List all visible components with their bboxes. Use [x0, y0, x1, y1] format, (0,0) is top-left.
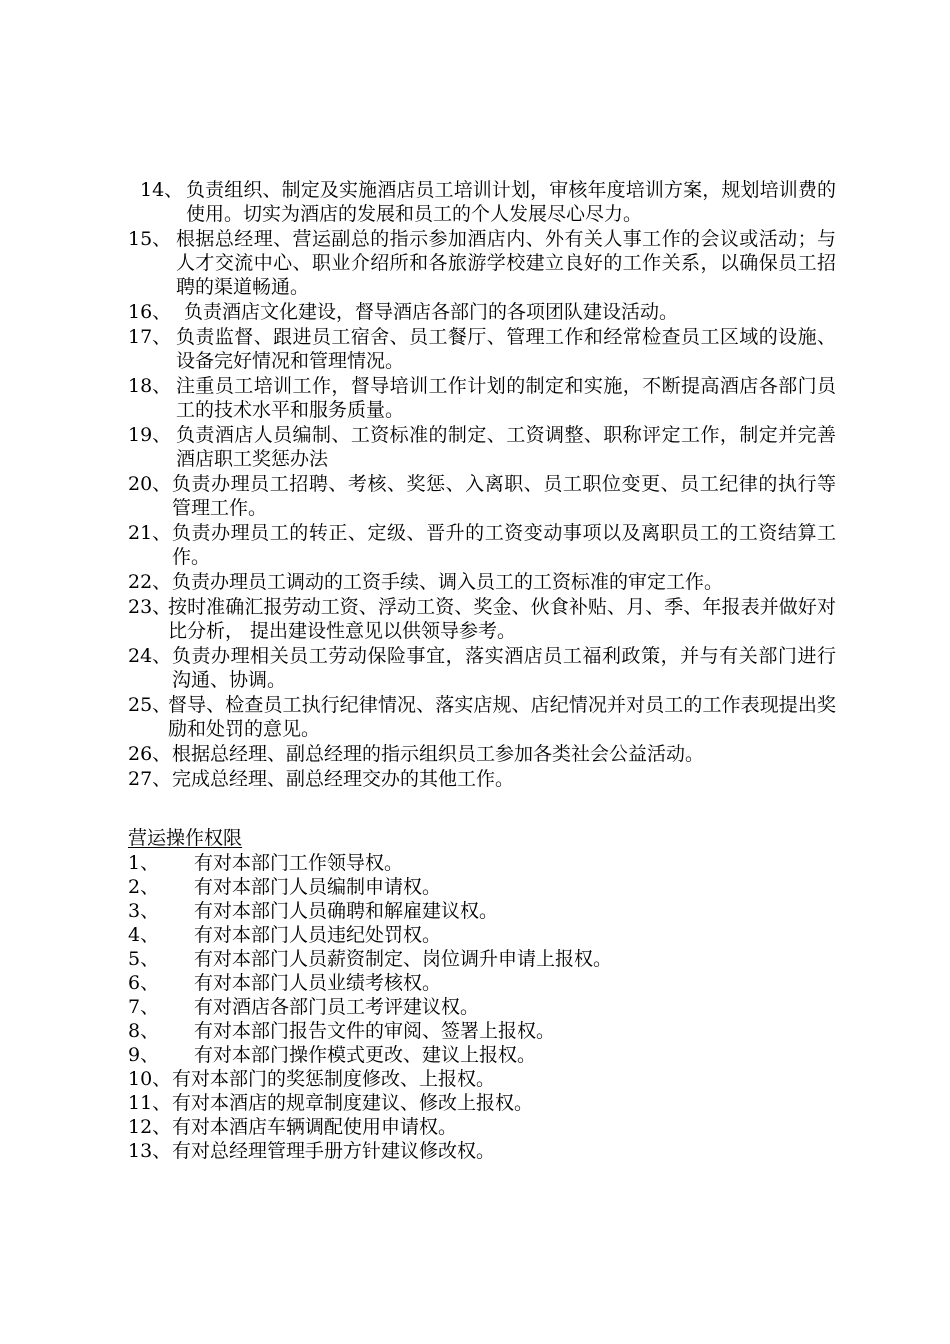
duty-text: 负责办理员工招聘、考核、奖惩、入离职、员工职位变更、员工纪律的执行等管理工作。 [172, 473, 836, 519]
authority-text: 有对总经理管理手册方针建议修改权。 [172, 1140, 496, 1162]
authority-number: 9、 [128, 1044, 160, 1066]
authority-text: 有对本酒店车辆调配使用申请权。 [172, 1116, 458, 1138]
authority-number: 5、 [128, 948, 160, 970]
duty-item [128, 521, 836, 569]
authority-number: 3、 [128, 900, 160, 922]
duty-item [128, 423, 836, 471]
duty-number: 21、 [128, 522, 172, 544]
authority-item [128, 899, 836, 923]
authority-text: 有对本部门操作模式更改、建议上报权。 [194, 1044, 537, 1066]
duty-number: 22、 [128, 571, 172, 593]
authority-item [128, 851, 836, 875]
authority-number: 12、 [128, 1116, 172, 1138]
authority-text: 有对本部门人员业绩考核权。 [194, 972, 442, 994]
duty-text: 按时准确汇报劳动工资、浮动工资、奖金、伙食补贴、月、季、年报表并做好对比分析， 提出建设性意见以供领导参考。 [168, 596, 836, 642]
duty-item [128, 644, 836, 692]
duty-number: 24、 [128, 645, 172, 667]
duty-item [128, 742, 836, 766]
authority-number: 13、 [128, 1140, 172, 1162]
duty-text: 负责组织、制定及实施酒店员工培训计划，审核年度培训方案，规划培训费的使用。切实为酒店的发展和员工的个人发展尽心尽力。 [186, 179, 836, 225]
duty-text: 负责酒店文化建设，督导酒店各部门的各项团队建设活动。 [184, 301, 679, 323]
authority-item [128, 1043, 836, 1067]
authority-item [128, 1067, 836, 1091]
duty-number: 14、 [140, 179, 184, 201]
duty-number: 23、 [128, 596, 172, 618]
authority-item [128, 1139, 836, 1163]
duty-text: 负责监督、跟进员工宿舍、员工餐厅、管理工作和经常检查员工区域的设施、设备完好情况和管理情况。 [176, 326, 836, 372]
duty-number: 19、 [128, 424, 172, 446]
authority-number: 4、 [128, 924, 160, 946]
duty-item [128, 227, 836, 299]
authority-item [128, 947, 836, 971]
duty-text: 负责办理相关员工劳动保险事宜，落实酒店员工福利政策，并与有关部门进行沟通、协调。 [172, 645, 836, 691]
authority-text: 有对本部门报告文件的审阅、签署上报权。 [194, 1020, 556, 1042]
duty-item [128, 570, 836, 594]
duty-item [128, 325, 836, 373]
duty-number: 25、 [128, 694, 172, 716]
duty-item [128, 300, 836, 324]
duty-item [128, 595, 836, 643]
authority-text: 有对本酒店的规章制度建议、修改上报权。 [172, 1092, 534, 1114]
authority-item [128, 923, 836, 947]
authority-number: 1、 [128, 852, 160, 874]
authority-text: 有对酒店各部门员工考评建议权。 [194, 996, 480, 1018]
duty-number: 16、 [128, 301, 172, 323]
duty-text: 完成总经理、副总经理交办的其他工作。 [172, 768, 515, 790]
duty-text: 注重员工培训工作，督导培训工作计划的制定和实施，不断提高酒店各部门员工的技术水平和服务质量。 [176, 375, 836, 421]
duty-item [128, 693, 836, 741]
duties-list [128, 178, 836, 792]
duty-text: 负责办理员工的转正、定级、晋升的工资变动事项以及离职员工的工资结算工作。 [172, 522, 836, 568]
authority-text: 有对本部门人员违纪处罚权。 [194, 924, 442, 946]
authority-item [128, 1019, 836, 1043]
authority-number: 10、 [128, 1068, 172, 1090]
duty-number: 15、 [128, 228, 172, 250]
authority-item [128, 995, 836, 1019]
authority-item [128, 1091, 836, 1115]
authority-text: 有对本部门工作领导权。 [194, 852, 404, 874]
duty-item [128, 374, 836, 422]
duty-text: 根据总经理、营运副总的指示参加酒店内、外有关人事工作的会议或活动；与人才交流中心、职业介绍所和各旅游学校建立良好的工作关系，以确保员工招聘的渠道畅通。 [176, 228, 836, 298]
authority-item [128, 875, 836, 899]
duty-item [128, 178, 836, 226]
authority-text: 有对本部门的奖惩制度修改、上报权。 [172, 1068, 496, 1090]
duty-text: 负责办理员工调动的工资手续、调入员工的工资标准的审定工作。 [172, 571, 724, 593]
section-title: 营运操作权限 [128, 827, 243, 849]
authority-number: 2、 [128, 876, 160, 898]
duty-number: 27、 [128, 768, 172, 790]
duty-number: 17、 [128, 326, 172, 348]
duty-item [128, 767, 836, 791]
duty-item [128, 472, 836, 520]
authority-item [128, 971, 836, 995]
authority-number: 8、 [128, 1020, 160, 1042]
duty-number: 18、 [128, 375, 172, 397]
duty-text: 根据总经理、副总经理的指示组织员工参加各类社会公益活动。 [172, 743, 705, 765]
duty-number: 20、 [128, 473, 172, 495]
authority-item [128, 1115, 836, 1139]
duty-text: 负责酒店人员编制、工资标准的制定、工资调整、职称评定工作，制定并完善酒店职工奖惩办法 [176, 424, 836, 470]
authority-number: 11、 [128, 1092, 172, 1114]
authority-text: 有对本部门人员确聘和解雇建议权。 [194, 900, 499, 922]
authority-number: 6、 [128, 972, 160, 994]
authority-text: 有对本部门人员薪资制定、岗位调升申请上报权。 [194, 948, 613, 970]
authority-number: 7、 [128, 996, 160, 1018]
authority-text: 有对本部门人员编制申请权。 [194, 876, 442, 898]
authority-section [128, 826, 836, 1163]
duty-number: 26、 [128, 743, 172, 765]
duty-text: 督导、检查员工执行纪律情况、落实店规、店纪情况并对员工的工作表现提出奖励和处罚的意见。 [168, 694, 836, 740]
